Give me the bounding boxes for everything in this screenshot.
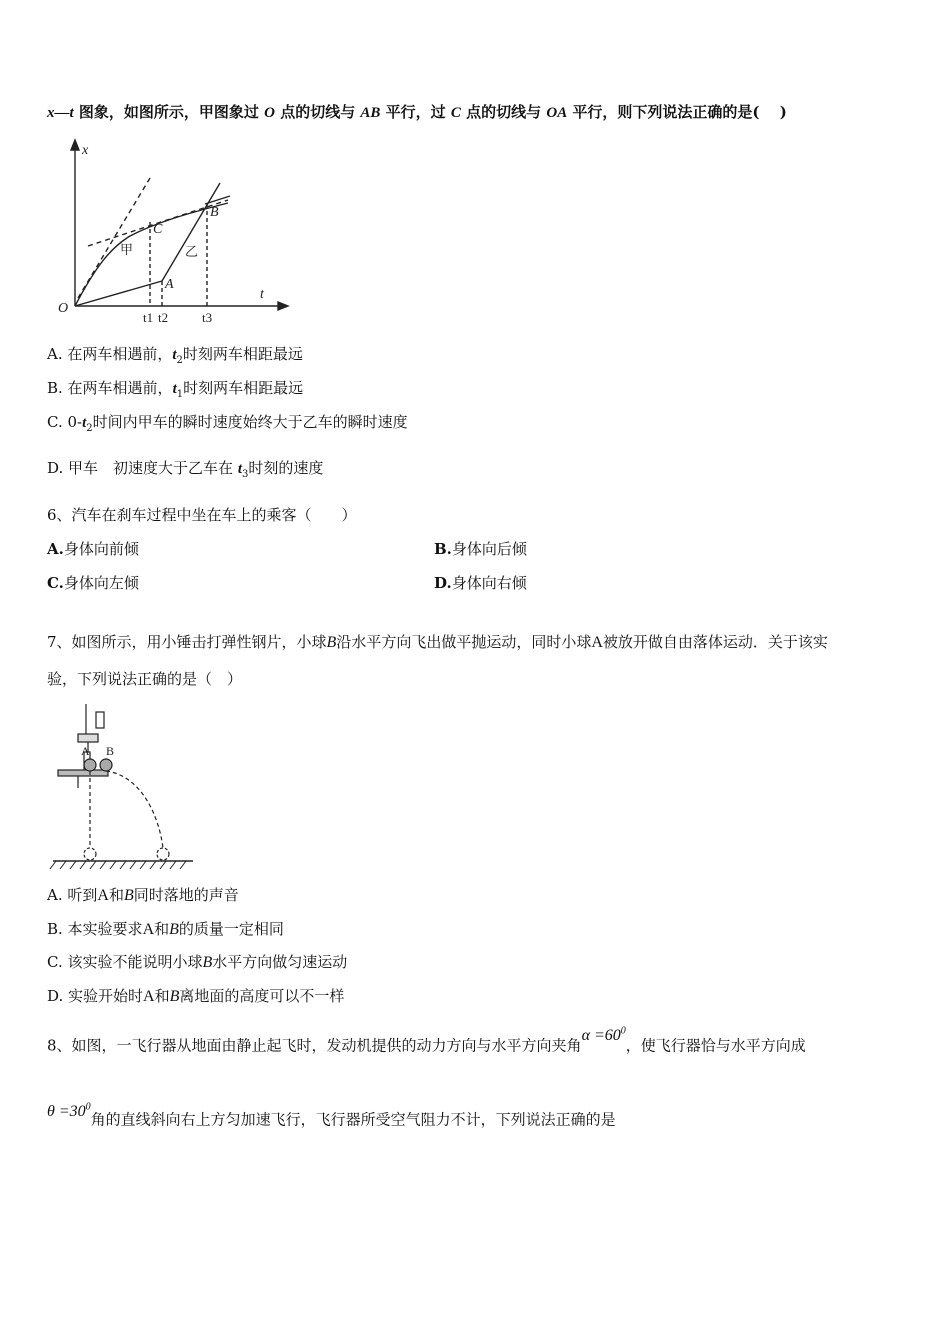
q5-option-a-sub: 2 [176, 355, 183, 366]
q7-stem-text-1: 7、如图所示，用小锤击打弹性钢片，小球 [47, 633, 327, 651]
tick-t3: t3 [202, 310, 213, 325]
q8-stem-text-1: 8、如图，一飞行器从地面由静止起飞时，发动机提供的动力方向与水平方向夹角 [47, 1036, 582, 1055]
q8-stem-line1 [47, 1026, 806, 1056]
q6-option-a-letter: A. [47, 540, 64, 558]
q7-option-a[interactable] [47, 885, 239, 906]
q7-option-c-text-2: 水平方向做匀速运动 [212, 953, 348, 971]
clamp-block [78, 734, 98, 742]
q6-option-a[interactable] [47, 539, 139, 559]
q5-option-a-rest: 时刻两车相距最远 [182, 345, 303, 363]
label-x: x [82, 143, 89, 158]
q8-alpha-value: α =60 [581, 1027, 621, 1045]
q8-theta-value: θ =30 [47, 1103, 86, 1121]
platform [58, 770, 108, 776]
q6-option-c-text: 身体向左倾 [63, 574, 139, 592]
q7-option-d-var-2: B [169, 988, 180, 1005]
q5-stem-text-3: 平行，过 [380, 103, 451, 121]
q8-stem-text-2: ，使飞行器恰与水平方向成 [625, 1036, 806, 1055]
q6-stem: 6、汽车在刹车过程中坐在车上的乘客（ ） [47, 506, 357, 524]
q5-option-b-var: t [172, 381, 177, 397]
q5-stem-text-1: 图象，如图所示，甲图象过 [73, 103, 265, 121]
q5-stem-ab: AB [360, 105, 381, 121]
q5-stem-oa: OA [546, 105, 568, 121]
q7-stem-line1 [47, 632, 828, 653]
q5-option-c-prefix: C. 0- [47, 413, 83, 431]
label-c: C [153, 222, 163, 237]
q5-option-d[interactable] [47, 458, 323, 485]
ball-b-landed [157, 848, 169, 860]
q7-option-a-text-1: A. 听到 [47, 886, 98, 904]
q6-option-c[interactable] [47, 573, 139, 593]
q5-option-d-rest: 时刻的速度 [248, 459, 324, 477]
q5-option-a[interactable] [47, 344, 303, 371]
q6-option-a-text: 身体向前倾 [63, 540, 139, 558]
q7-option-b-text-2: 和 [154, 920, 170, 938]
q6-option-b-letter: B. [434, 540, 452, 558]
q5-option-a-prefix: A. 在两车相遇前， [47, 345, 173, 363]
t-axis-arrow [278, 302, 288, 310]
apparatus-label-b: B [106, 744, 115, 758]
curve-jia [75, 203, 228, 306]
q7-option-a-text-2: 和 [108, 886, 124, 904]
q6-option-d-text: 身体向右倾 [451, 574, 527, 592]
q5-stem-text-4: 点的切线与 [460, 103, 547, 121]
q5-stem-xt: x—t [47, 105, 74, 121]
q8-alpha [582, 1027, 626, 1044]
q5-option-c-sub: 2 [86, 423, 93, 434]
q7-stem-line2: 验，下列说法正确的是（ ） [47, 670, 243, 688]
q5-option-d-prefix: D. 甲车 初速度大于乙车在 [47, 459, 238, 477]
q5-option-a-var: t [172, 347, 177, 363]
tick-t2: t2 [158, 310, 169, 325]
q8-stem-text-3: 角的直线斜向右上方匀加速飞行，飞行器所受空气阻力不计，下列说法正确的是 [90, 1110, 616, 1129]
hammer-head [96, 712, 104, 728]
q5-option-b[interactable] [47, 378, 303, 405]
apparatus-label-a: A [81, 744, 90, 758]
q6-option-d-letter: D. [434, 574, 452, 592]
q8-theta [47, 1103, 91, 1120]
label-jia: 甲 [120, 243, 134, 258]
line-oa [75, 281, 162, 306]
q7-option-d[interactable] [47, 986, 344, 1007]
label-o: O [58, 301, 69, 316]
q5-option-b-rest: 时刻两车相距最远 [183, 379, 304, 397]
q7-option-a-var-2: B [123, 887, 134, 904]
q7-option-b-text-1: B. 本实验要求 [47, 920, 143, 938]
q5-option-d-sub: 3 [241, 469, 249, 480]
q5-xt-graph [50, 138, 290, 328]
ball-a [84, 759, 96, 771]
q7-option-d-text-3: 离地面的高度可以不一样 [179, 987, 345, 1005]
q8-alpha-degree: 0 [620, 1026, 626, 1037]
q5-stem [47, 102, 787, 123]
q7-stem-text-3: 被放开做自由落体运动．关于该实 [602, 633, 828, 651]
line-ab [162, 183, 220, 281]
q7-stem-var-a: A [591, 634, 603, 651]
q7-apparatus-figure [48, 700, 198, 875]
q5-stem-text-2: 点的切线与 [274, 103, 361, 121]
label-a: A [165, 277, 174, 292]
q7-option-c-text-1: C. 该实验不能说明小球 [47, 953, 203, 971]
q5-option-d-var: t [237, 461, 242, 477]
ball-b [100, 759, 112, 771]
q7-option-b[interactable] [47, 919, 284, 940]
q5-stem-text-5: 平行，则下列说法正确的是( ) [567, 103, 787, 121]
q5-option-c[interactable] [47, 412, 408, 439]
path-b [106, 771, 163, 848]
q5-stem-c: C [450, 105, 461, 121]
q7-option-b-text-3: 的质量一定相同 [178, 920, 284, 938]
q6-option-c-letter: C. [47, 574, 64, 592]
q7-option-b-var-2: B [169, 921, 179, 938]
q7-option-a-text-3: 同时落地的声音 [133, 886, 239, 904]
q5-option-b-sub: 1 [176, 389, 184, 400]
label-b: B [210, 205, 219, 220]
q7-option-c[interactable] [47, 952, 347, 973]
x-axis-arrow [71, 140, 79, 150]
ground-hatch [50, 861, 186, 869]
q6-option-b[interactable] [434, 539, 527, 559]
q5-option-c-var: t [82, 415, 87, 431]
q7-option-c-var-1: B [202, 954, 213, 971]
q7-option-d-text-1: D. 实验开始时 [47, 987, 144, 1005]
q8-stem-line2 [47, 1102, 616, 1130]
q8-theta-degree: 0 [85, 1102, 91, 1113]
q5-option-b-prefix: B. 在两车相遇前， [47, 379, 173, 397]
q5-stem-o: O [264, 105, 275, 121]
q7-option-a-var-1: A [97, 887, 109, 904]
q7-option-d-text-2: 和 [154, 987, 170, 1005]
q7-stem-var-b: B [326, 634, 337, 651]
q7-stem-text-2: 沿水平方向飞出做平抛运动，同时小球 [336, 633, 592, 651]
q7-option-d-var-1: A [143, 988, 155, 1005]
q5-option-c-rest: 时间内甲车的瞬时速度始终大于乙车的瞬时速度 [92, 413, 408, 431]
label-t: t [260, 287, 264, 302]
q7-option-b-var-1: A [142, 921, 155, 938]
tick-t1: t1 [143, 310, 154, 325]
label-yi: 乙 [185, 245, 199, 260]
q6-option-d[interactable] [434, 573, 527, 593]
ball-a-landed [84, 848, 96, 860]
q6-option-b-text: 身体向后倾 [451, 540, 527, 558]
